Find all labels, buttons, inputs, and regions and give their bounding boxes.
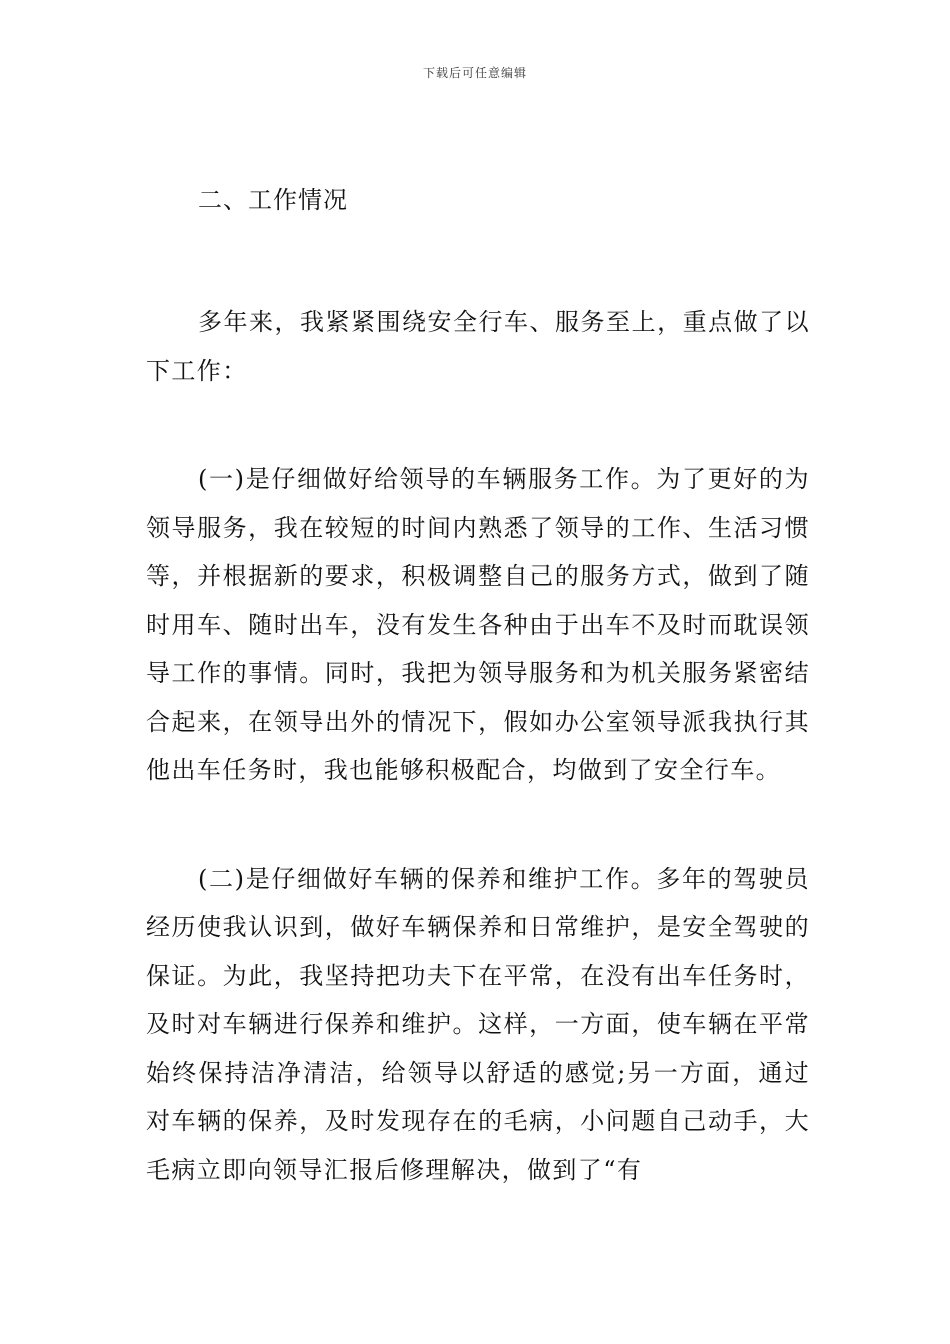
intro-paragraph: 多年来，我紧紧围绕安全行车、服务至上，重点做了以下工作： xyxy=(146,308,810,385)
spacer xyxy=(146,795,810,855)
spacer xyxy=(146,395,810,455)
item-two-paragraph: (二)是仔细做好车辆的保养和维护工作。多年的驾驶员经历使我认识到，做好车辆保养和日常维护，是安全驾驶的保证。为此，我坚持把功夫下在平常，在没有出车任务时，及时对车辆进行保养和维护。这样，一方面，使车辆在平常始终保持洁净清洁，给领导以舒适的感觉;另一方面，通过对车辆的保养，及时发现存在的毛病，小问题自己动手，大毛病立即向领导汇报后修理解决，做到了“有 xyxy=(146,864,810,1184)
document-body xyxy=(146,176,810,1194)
item-one-paragraph: (一)是仔细做好给领导的车辆服务工作。为了更好的为领导服务，我在较短的时间内熟悉了领导的工作、生活习惯等，并根据新的要求，积极调整自己的服务方式，做到了随时用车、随时出车，没有发生各种由于出车不及时而耽误领导工作的事情。同时，我把为领导服务和为机关服务紧密结合起来，在领导出外的情况下，假如办公室领导派我执行其他出车任务时，我也能够积极配合，均做到了安全行车。 xyxy=(146,465,810,784)
spacer xyxy=(146,224,810,298)
section-heading: 二、工作情况 xyxy=(198,186,348,214)
header-note: 下载后可任意编辑 xyxy=(422,66,527,80)
